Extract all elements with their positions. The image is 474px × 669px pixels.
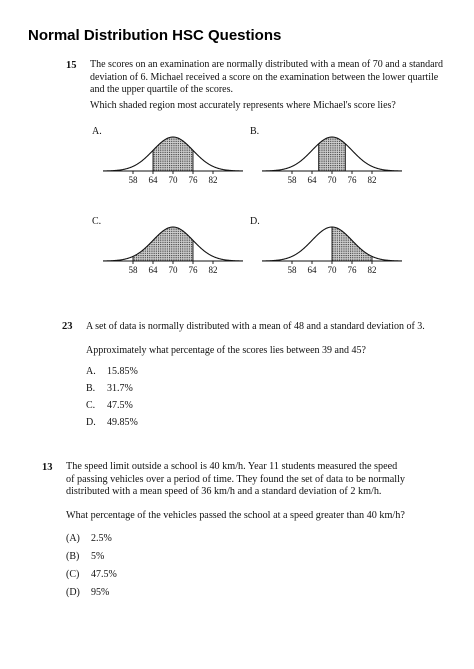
shaded-region [153, 137, 193, 171]
question-13-ask: What percentage of the vehicles passed the school at a speed greater than 40 km/h? [66, 510, 405, 521]
question-13-number: 13 [42, 462, 53, 473]
x-tick-label: 64 [307, 175, 317, 185]
q13-option-letter: (C) [66, 569, 80, 580]
q13-option-letter: (B) [66, 551, 80, 562]
q13-option-value: 5% [91, 551, 105, 562]
question-15-number: 15 [66, 60, 77, 71]
x-tick-label: 82 [367, 265, 377, 275]
q13-option-value: 2.5% [91, 533, 112, 544]
x-tick-label: 58 [287, 265, 297, 275]
shaded-region [319, 137, 346, 171]
option-d-label: D. [250, 216, 260, 227]
question-23-text: A set of data is normally distributed with a mean of 48 and a standard deviation of 3. [86, 321, 425, 332]
x-tick-label: 76 [347, 265, 357, 275]
question-13-line: of passing vehicles over a period of time. They found the set of data to be normally [66, 473, 406, 485]
option-b-label: B. [250, 126, 260, 137]
q23-option-letter: D. [86, 417, 96, 428]
normal-curve-option-d [262, 222, 402, 278]
q23-option-value: 47.5% [107, 400, 133, 411]
question-15-ask: Which shaded region most accurately represents where Michael's score lies? [90, 100, 396, 111]
x-tick-label: 82 [367, 175, 377, 185]
x-tick-label: 70 [168, 175, 178, 185]
question-23-ask: Approximately what percentage of the scores lies between 39 and 45? [86, 345, 366, 356]
q23-option-value: 49.85% [107, 417, 138, 428]
x-tick-label: 58 [287, 175, 297, 185]
q23-option-letter: A. [86, 366, 96, 377]
q13-option-letter: (D) [66, 587, 80, 598]
x-tick-label: 58 [128, 265, 138, 275]
x-tick-label: 82 [208, 265, 218, 275]
option-c-label: C. [92, 216, 102, 227]
q13-option-value: 47.5% [91, 569, 117, 580]
question-15-line: The scores on an examination are normally distributed with a mean of 70 and a standard [90, 59, 443, 70]
question-15-line: and the upper quartile of the scores. [90, 84, 234, 95]
question-15-line: deviation of 6. Michael received a score on the examination between the lower quartile [90, 71, 439, 83]
x-tick-label: 76 [188, 265, 198, 275]
x-tick-label: 64 [148, 265, 158, 275]
question-13-line: distributed with a mean speed of 36 km/h and a standard deviation of 2 km/h. [66, 486, 382, 497]
question-13-text [66, 461, 405, 499]
x-tick-label: 58 [128, 175, 138, 185]
q23-option-letter: C. [86, 400, 96, 411]
q23-option-letter: B. [86, 383, 96, 394]
normal-curve-option-a [103, 132, 243, 188]
question-13-line: The speed limit outside a school is 40 km/h. Year 11 students measured the speed [66, 461, 398, 472]
x-tick-label: 82 [208, 175, 218, 185]
normal-curve-option-b [262, 132, 402, 188]
x-tick-label: 70 [327, 265, 337, 275]
q13-option-letter: (A) [66, 533, 80, 544]
question-15-text [90, 59, 443, 97]
page-title: Normal Distribution HSC Questions [28, 27, 282, 44]
shaded-region [332, 227, 372, 261]
x-tick-label: 70 [327, 175, 337, 185]
x-tick-label: 70 [168, 265, 178, 275]
option-a-label: A. [92, 126, 102, 137]
q23-option-value: 31.7% [107, 383, 133, 394]
q23-option-value: 15.85% [107, 366, 138, 377]
q13-option-value: 95% [91, 587, 110, 598]
normal-curve-option-c [103, 222, 243, 278]
x-tick-label: 64 [307, 265, 317, 275]
x-tick-label: 76 [347, 175, 357, 185]
question-23-number: 23 [62, 321, 73, 332]
x-tick-label: 64 [148, 175, 158, 185]
x-tick-label: 76 [188, 175, 198, 185]
